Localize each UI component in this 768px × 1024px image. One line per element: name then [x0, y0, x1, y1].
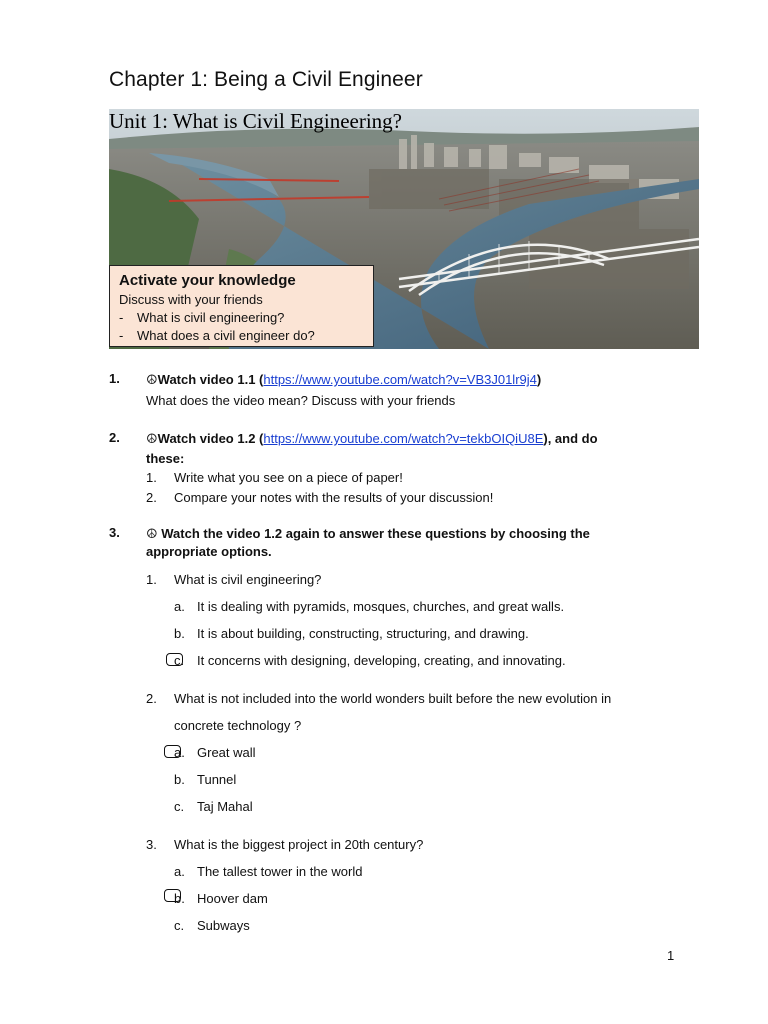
q2-video-link[interactable]: https://www.youtube.com/watch?v=tekbOIQiU8E	[263, 431, 544, 446]
activate-intro: Discuss with your friends	[119, 292, 263, 307]
subq-number: 1.	[146, 572, 157, 587]
q2-step-text: Write what you see on a piece of paper!	[174, 470, 403, 485]
option-text[interactable]: Great wall	[197, 745, 256, 760]
subq-number: 2.	[146, 691, 157, 706]
subq-text-continued: concrete technology ?	[174, 718, 302, 733]
q3-line1-text: Watch the video 1.2 again to answer these questions by choosing the	[157, 526, 590, 541]
activate-bullet-text: What does a civil engineer do?	[137, 328, 315, 343]
option-letter: a.	[174, 599, 185, 614]
peace-icon: ☮	[146, 526, 158, 541]
q3-number: 3.	[109, 525, 120, 540]
option-letter: a.	[174, 864, 185, 879]
option-letter: b.	[174, 772, 185, 787]
q2-number: 2.	[109, 430, 120, 445]
q3-line2: appropriate options.	[146, 544, 272, 559]
activate-bullet	[119, 327, 364, 345]
option-letter: b.	[174, 891, 185, 906]
q1-suffix: )	[536, 372, 542, 387]
peace-icon: ☮	[146, 431, 158, 446]
subq-text: What is civil engineering?	[174, 572, 322, 587]
subq-text: What is not included into the world wonders built before the new evolution in	[174, 691, 612, 706]
bullet-dash: -	[119, 310, 124, 325]
q1-line1	[146, 370, 541, 390]
page-number: 1	[667, 948, 675, 963]
activate-knowledge-box	[109, 265, 374, 347]
q1-line2: What does the video mean? Discuss with your friends	[146, 393, 456, 408]
q1-number: 1.	[109, 371, 120, 386]
option-text[interactable]: It is about building, constructing, structuring, and drawing.	[197, 626, 529, 641]
subq-text: What is the biggest project in 20th century?	[174, 837, 424, 852]
activate-bullet	[119, 309, 364, 327]
activate-heading: Activate your knowledge	[119, 272, 296, 289]
subq-number: 3.	[146, 837, 157, 852]
q2-line2: these:	[146, 451, 185, 466]
q2-suffix: ), and do	[543, 431, 598, 446]
q3-line1	[146, 524, 590, 544]
q1-video-link[interactable]: https://www.youtube.com/watch?v=VB3J01lr9j4	[263, 372, 537, 387]
q2-step-number: 1.	[146, 470, 157, 485]
option-text[interactable]: Hoover dam	[197, 891, 268, 906]
option-text[interactable]: It is dealing with pyramids, mosques, churches, and great walls.	[197, 599, 565, 614]
option-text[interactable]: It concerns with designing, developing, creating, and innovating.	[197, 653, 566, 668]
q2-prefix: Watch video 1.2 (	[157, 431, 264, 446]
bullet-dash: -	[119, 328, 124, 343]
option-text[interactable]: Taj Mahal	[197, 799, 253, 814]
option-letter: c.	[174, 653, 185, 668]
option-letter: a.	[174, 745, 185, 760]
q2-step-text: Compare your notes with the results of your discussion!	[174, 490, 494, 505]
q1-prefix: Watch video 1.1 (	[157, 372, 264, 387]
option-letter: b.	[174, 626, 185, 641]
peace-icon: ☮	[146, 372, 158, 387]
q2-line1	[146, 429, 598, 449]
q2-step-number: 2.	[146, 490, 157, 505]
option-letter: c.	[174, 918, 185, 933]
option-letter: c.	[174, 799, 185, 814]
unit-title: Unit 1: What is Civil Engineering?	[109, 109, 402, 133]
option-text[interactable]: The tallest tower in the world	[197, 864, 363, 879]
option-text[interactable]: Tunnel	[197, 772, 237, 787]
chapter-title: Chapter 1: Being a Civil Engineer	[109, 68, 423, 91]
option-text[interactable]: Subways	[197, 918, 250, 933]
activate-bullet-text: What is civil engineering?	[137, 310, 285, 325]
